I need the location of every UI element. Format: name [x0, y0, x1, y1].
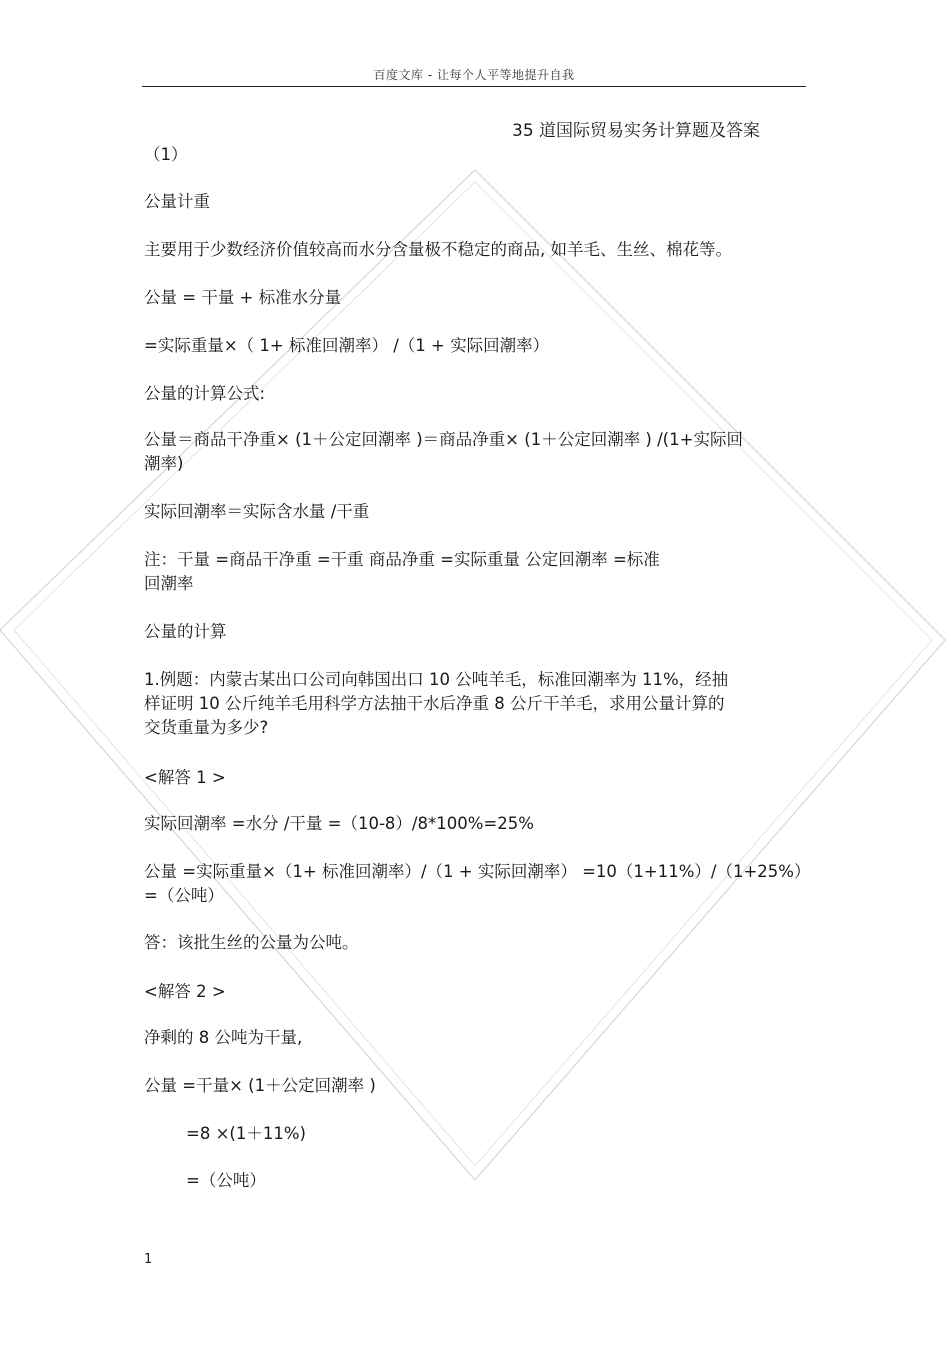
example-line-3: 交货重量为多少?	[144, 718, 269, 737]
answer-1-heading: <解答 1 >	[144, 768, 226, 787]
formula-line-2: 潮率)	[144, 454, 184, 473]
page-number: 1	[144, 1252, 153, 1267]
answer-1-step-1: 实际回潮率 =水分 /干量 =（10-8）/8*100%=25%	[144, 814, 534, 833]
page-header: 百度文库 - 让每个人平等地提升自我	[373, 68, 575, 82]
header-divider	[142, 86, 806, 87]
answer-2-heading: <解答 2 >	[144, 982, 226, 1001]
formula-actual-weight: =实际重量×（ 1+ 标准回潮率） /（1 + 实际回潮率）	[144, 336, 550, 355]
answer-2-step-2: 公量 =干量× (1＋公定回潮率 )	[144, 1076, 376, 1095]
formula-conditioned-weight: 公量 = 干量 + 标准水分量	[144, 288, 342, 307]
formula-heading: 公量的计算公式:	[144, 384, 266, 403]
document-title: 35 道国际贸易实务计算题及答案	[512, 121, 761, 141]
answer-2-step-3: =8 ×(1＋11%)	[186, 1124, 306, 1143]
answer-2-step-4: =（公吨）	[186, 1171, 266, 1190]
section-heading-calculation: 公量的计算	[144, 622, 227, 641]
answer-2-step-1: 净剩的 8 公吨为干量,	[144, 1028, 303, 1047]
example-line-2: 样证明 10 公斤纯羊毛用科学方法抽干水后净重 8 公斤干羊毛，求用公量计算的	[144, 694, 725, 713]
note-line-1: 注：干量 =商品干净重 =干重 商品净重 =实际重量 公定回潮率 =标准	[144, 550, 660, 569]
answer-1-step-3: =（公吨）	[144, 886, 224, 905]
answer-1-step-2: 公量 =实际重量×（1+ 标准回潮率）/（1 + 实际回潮率） =10（1+11%）/（1+25%）	[144, 862, 811, 881]
answer-1-conclusion: 答：该批生丝的公量为公吨。	[144, 933, 359, 952]
formula-moisture-regain: 实际回潮率＝实际含水量 /干重	[144, 502, 370, 521]
example-line-1: 1.例题：内蒙古某出口公司向韩国出口 10 公吨羊毛，标准回潮率为 11%，经抽	[144, 670, 729, 689]
formula-line-1: 公量＝商品干净重× (1＋公定回潮率 )＝商品净重× (1＋公定回潮率 ) /(1+实际回	[144, 430, 743, 449]
section-heading-conditioned-weight: 公量计重	[144, 192, 210, 211]
note-line-2: 回潮率	[144, 574, 194, 593]
paragraph-usage: 主要用于少数经济价值较高而水分含量极不稳定的商品, 如羊毛、生丝、棉花等。	[144, 240, 732, 259]
document-subtitle: （1）	[144, 145, 188, 164]
